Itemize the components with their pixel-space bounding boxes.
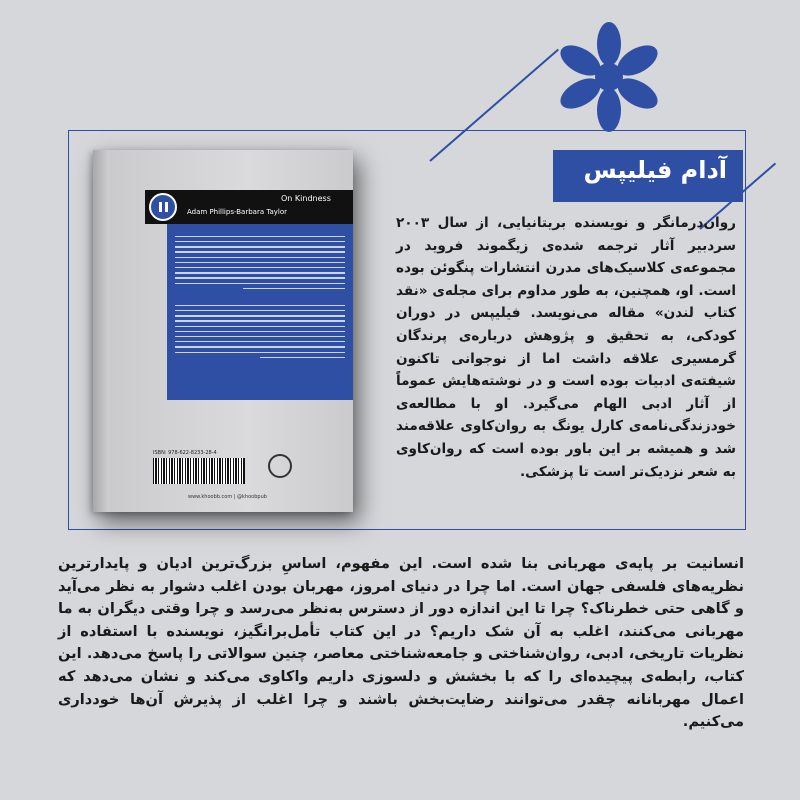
isbn-text: ISBN: 978-622-8233-28-4: [153, 450, 217, 456]
publisher-logo-icon: [268, 454, 292, 478]
barcode: [153, 458, 245, 484]
author-name-tag: آدام فیلیپس: [553, 150, 743, 202]
book-cover: [93, 150, 353, 512]
publisher-website: www.khoobb.com | @khoobpub: [188, 494, 267, 500]
book-spine: [93, 150, 109, 512]
book-authors: Adam Phillips-Barbara Taylor: [187, 208, 287, 216]
pause-logo-icon: [149, 193, 177, 221]
book-title: On Kindness: [281, 194, 331, 203]
asterisk-icon: [552, 20, 666, 134]
book-description: انسانیت بر پایه‌ی مهربانی بنا شده است. این مفهوم، اساسِ بزرگ‌ترین ادیان و پایدارترین نظریه‌های فلسفی جهان است. اما چرا در دنیای امروز، مهربان بودن اغلب دشوار به نظر می‌آید و گاهی حتی خطرناک؟ چرا تا این اندازه دور از دسترس به‌نظر می‌رسد و چرا وقتی دیگران به ما مهربانی می‌کنند، اغلب به آن شک داریم؟ در این کتاب تأمل‌برانگیز، نویسنده با استفاده از نظریات تاریخی، ادبی، روان‌شناختی و جامعه‌شناختی معاصر، چنین سوالاتی را پاسخ می‌دهد. این کتاب، رابطه‌ی پیچیده‌ای را که با بخشش و دلسوزی داریم واکاوی می‌کند و نشان می‌دهد که اعمال مهربانانه چقدر می‌توانند رضایت‌بخش باشند و چرا اغلب از پذیرش آن‌ها خودداری می‌کنیم.: [58, 555, 744, 731]
back-cover-text-lines: [175, 232, 345, 362]
author-bio: روان‌درمانگر و نویسنده‌ بریتانیایی، از سال ۲۰۰۳ سردبیر آثار ترجمه شده‌ی زیگموند فروید در مجموعه‌ی کلاسیک‌های مدرن انتشارات پنگوئن بوده است. او، همچنین، به طور مداوم برای مجله‌ی «نقد کتاب لندن» مقاله می‌نویسد. فیلیپس در دوران کودکی، به تحقیق و پژوهش درباره‌ی پرندگان گرمسیری علاقه داشت اما از نوجوانی تاکنون شیفته‌ی ادبیات بوده است و در نوشته‌هایش عموماً از آثار ادبی الهام می‌گیرد. او با مطالعه‌ی خودزندگی‌نامه‌ی کارل یونگ به روان‌کاوی علاقه‌مند شد و همیشه بر این باور بوده است که روان‌کاوی به شعر نزدیک‌تر است تا پزشکی.: [396, 215, 736, 480]
